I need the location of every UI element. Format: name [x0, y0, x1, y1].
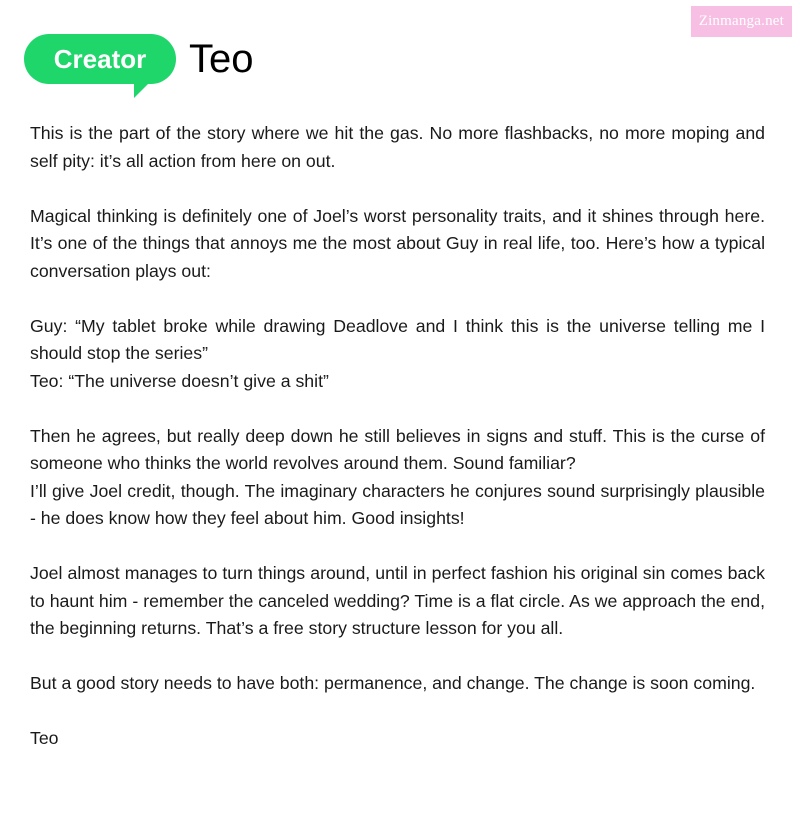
author-name: Teo	[189, 37, 254, 81]
credit-line: I’ll give Joel credit, though. The imaginary characters he conjures sound surprisingly plausible - he does know how they feel about him. Good insights!	[30, 480, 765, 528]
watermark: Zinmanga.net	[691, 6, 792, 37]
paragraph-conversation	[30, 313, 765, 396]
creator-badge	[24, 34, 176, 84]
speech-bubble-tail	[134, 82, 150, 98]
author-note	[30, 120, 765, 780]
creator-header	[24, 34, 254, 84]
conversation-teo-line: Teo: “The universe doesn’t give a shit”	[30, 370, 329, 391]
paragraph-intro: This is the part of the story where we hit the gas. No more flashbacks, no more moping and self pity: it’s all action from here on out.	[30, 123, 765, 171]
paragraph-signs	[30, 423, 765, 533]
creator-badge-label: Creator	[53, 43, 147, 74]
paragraph-magical-thinking: Magical thinking is definitely one of Joel’s worst personality traits, and it shines through here. It’s one of the things that annoys me the most about Guy in real life, too. Here’s how a typical conversation plays out:	[30, 205, 765, 281]
paragraph-permanence: But a good story needs to have both: permanence, and change. The change is soon coming.	[30, 673, 756, 693]
conversation-guy-line: Guy: “My tablet broke while drawing Deadlove and I think this is the universe telling me I should stop the series”	[30, 315, 765, 363]
signs-line: Then he agrees, but really deep down he still believes in signs and stuff. This is the curse of someone who thinks the world revolves around them. Sound familiar?	[30, 425, 765, 473]
signature: Teo	[30, 728, 59, 748]
paragraph-original-sin: Joel almost manages to turn things around, until in perfect fashion his original sin comes back to haunt him - remember the canceled wedding? Time is a flat circle. As we approach the end, the beginning returns. That’s a free story structure lesson for you all.	[30, 563, 765, 638]
